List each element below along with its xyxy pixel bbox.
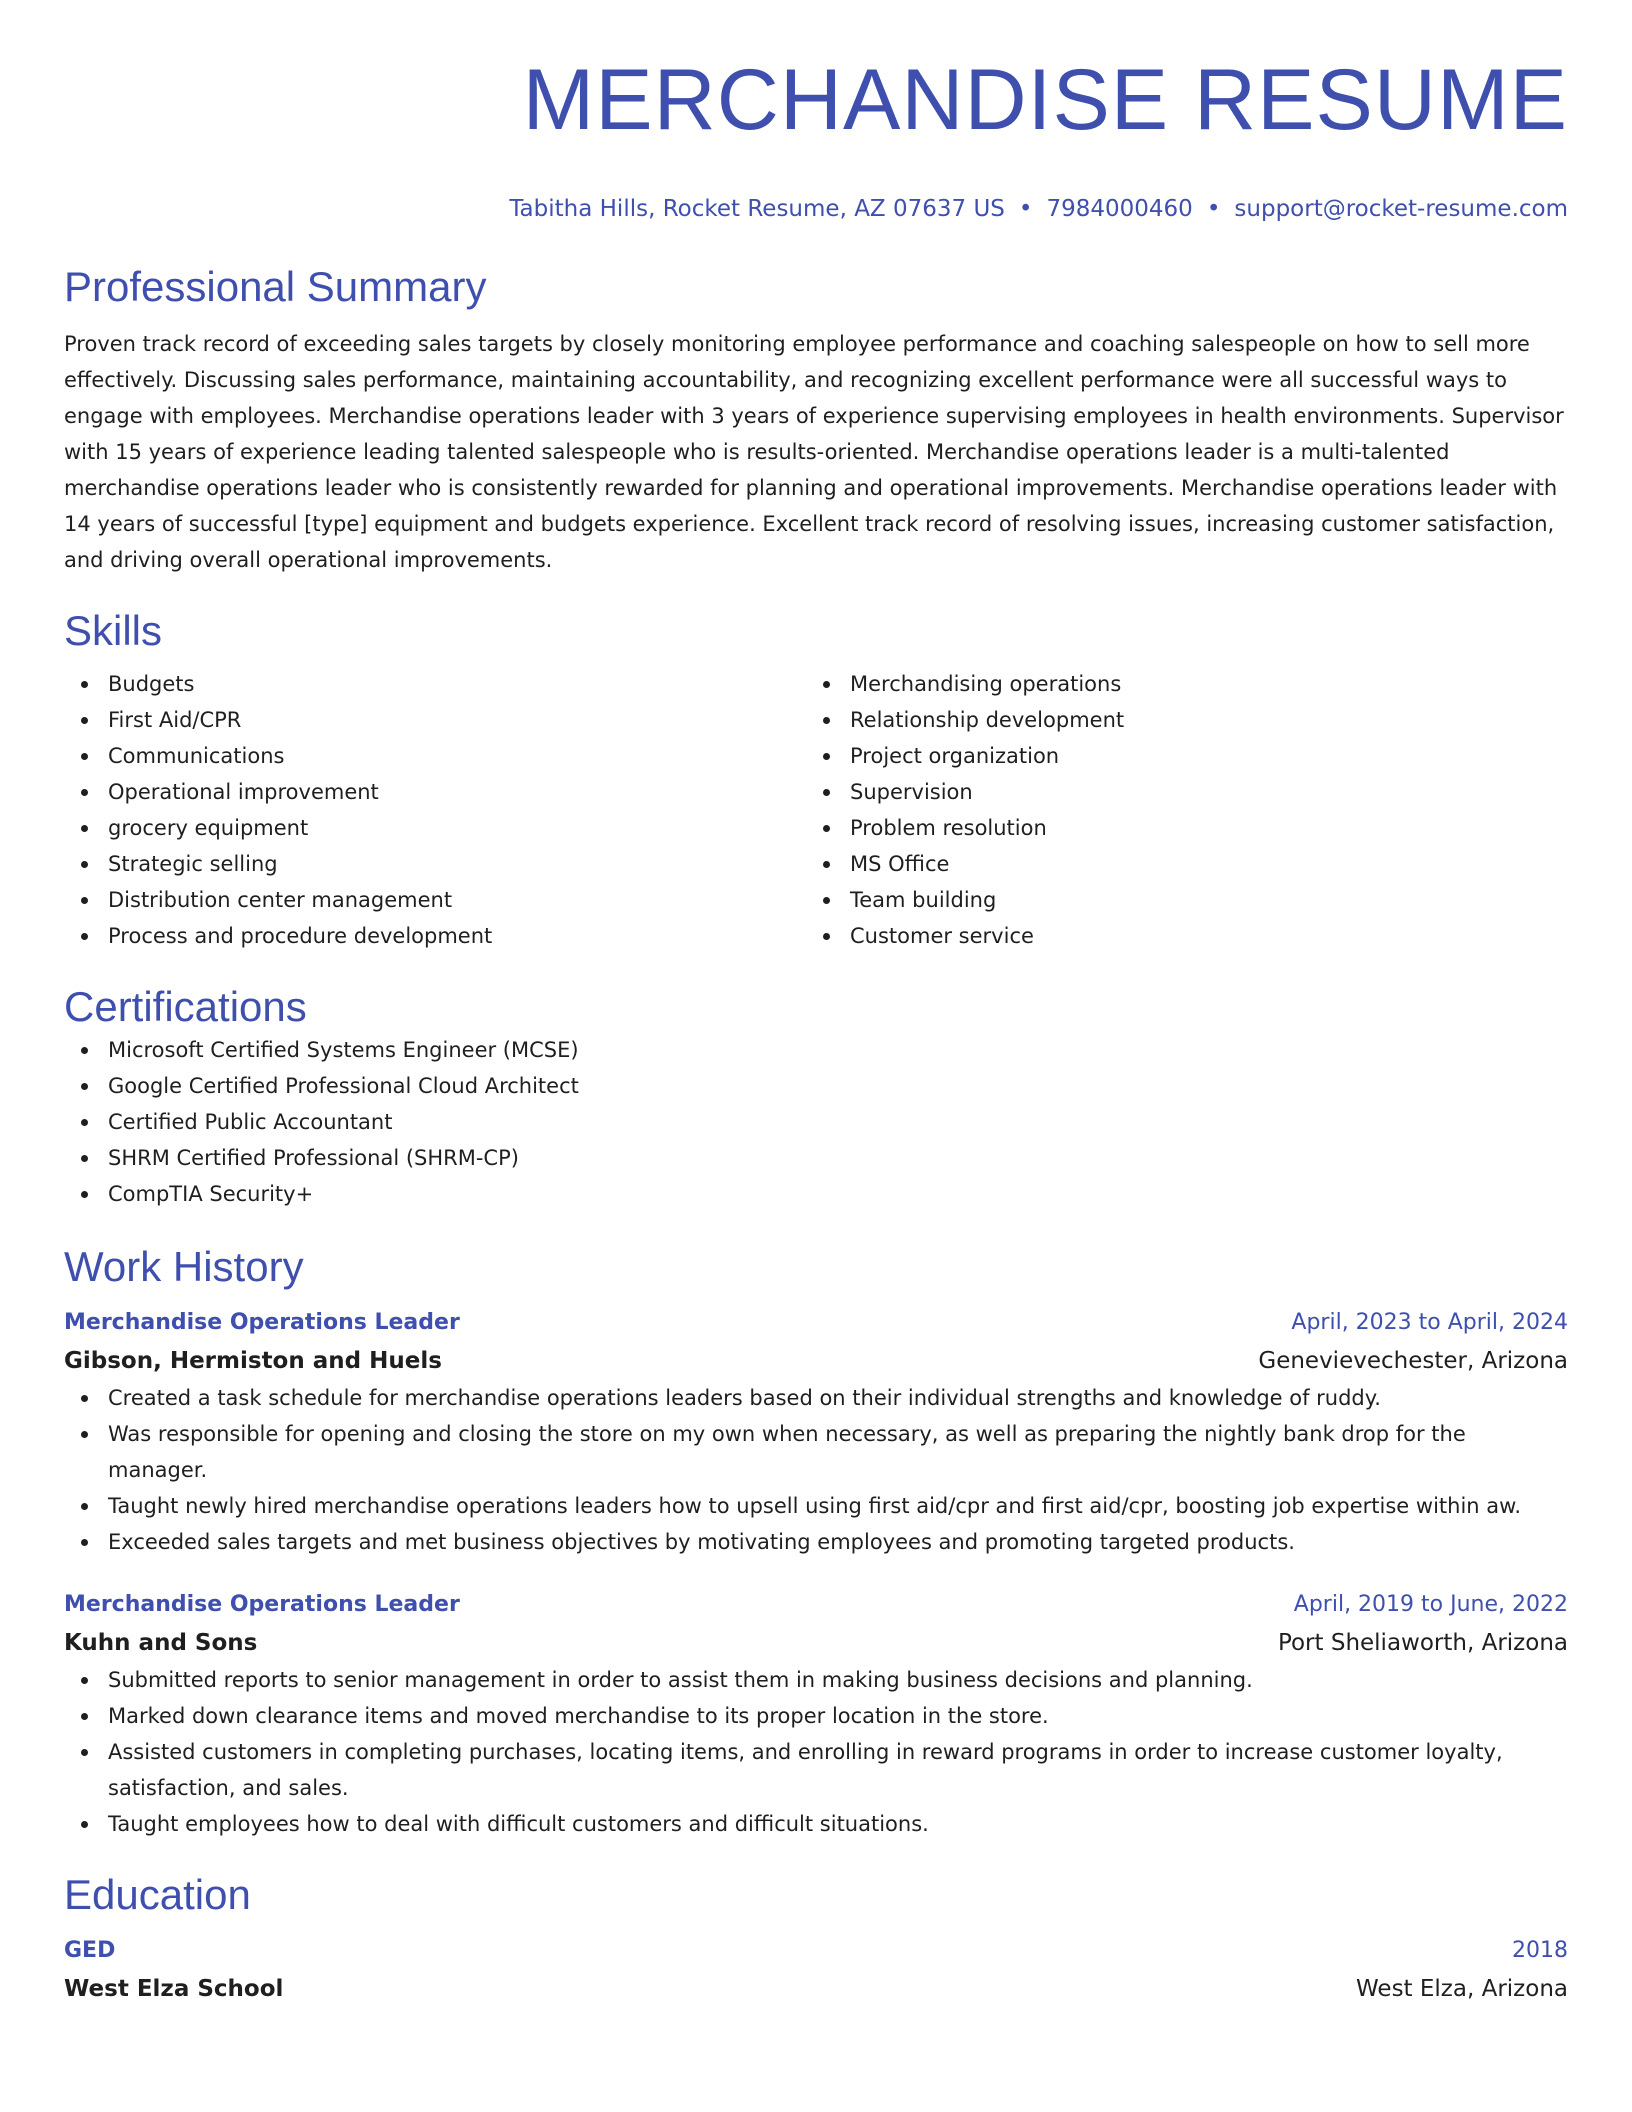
education-section <box>64 1870 1568 2008</box>
contact-address: Tabitha Hills, Rocket Resume, AZ 07637 US <box>509 196 1005 222</box>
job-bullet: Created a task schedule for merchandise operations leaders based on their individual strengths and knowledge of ruddy. <box>64 1380 1568 1416</box>
skills-list-right <box>806 666 1548 954</box>
job-dates: April, 2019 to June, 2022 <box>1293 1592 1568 1617</box>
job-bullet: Assisted customers in completing purchases, locating items, and enrolling in reward programs in order to increase customer loyalty, satisfaction, and sales. <box>64 1734 1568 1806</box>
contact-line <box>64 194 1568 224</box>
job-bullet: Taught employees how to deal with difficult customers and difficult situations. <box>64 1806 1568 1842</box>
summary-section <box>64 262 1568 578</box>
contact-separator: • <box>1018 196 1033 222</box>
skill-item: MS Office <box>806 846 1548 882</box>
job-location: Port Sheliaworth, Arizona <box>1277 1630 1568 1656</box>
job-bullet: Marked down clearance items and moved merchandise to its proper location in the store. <box>64 1698 1568 1734</box>
job-location: Genevievechester, Arizona <box>1258 1348 1568 1374</box>
job-company-row <box>64 1342 1568 1380</box>
job-bullet: Was responsible for opening and closing the store on my own when necessary, as well as preparing the nightly bank drop for the manager. <box>64 1416 1568 1488</box>
skill-item: First Aid/CPR <box>64 702 806 738</box>
certifications-list <box>64 1032 1568 1212</box>
job-company: Kuhn and Sons <box>64 1630 258 1656</box>
section-title-education: Education <box>64 1871 251 1918</box>
education-year: 2018 <box>1512 1938 1568 1963</box>
certification-item: Microsoft Certified Systems Engineer (MCSE) <box>64 1032 1568 1068</box>
education-entry <box>64 1932 1568 2008</box>
skill-item: Relationship development <box>806 702 1548 738</box>
section-title-summary: Professional Summary <box>64 263 487 310</box>
job-company-row <box>64 1624 1568 1662</box>
education-degree: GED <box>64 1938 116 1963</box>
skill-item: Distribution center management <box>64 882 806 918</box>
skill-item: Team building <box>806 882 1548 918</box>
skill-item: Strategic selling <box>64 846 806 882</box>
skill-item: Merchandising operations <box>806 666 1548 702</box>
job-company: Gibson, Hermiston and Huels <box>64 1348 442 1374</box>
skill-item: Project organization <box>806 738 1548 774</box>
work-history-section <box>64 1242 1568 1842</box>
job-bullets <box>64 1662 1568 1842</box>
skills-list-left <box>64 666 806 954</box>
job-bullets <box>64 1380 1568 1560</box>
skills-section <box>64 606 1568 954</box>
job-dates: April, 2023 to April, 2024 <box>1291 1310 1568 1335</box>
job-bullet: Submitted reports to senior management in order to assist them in making business decisions and planning. <box>64 1662 1568 1698</box>
job-entry <box>64 1586 1568 1842</box>
contact-separator: • <box>1206 196 1221 222</box>
contact-phone: 7984000460 <box>1046 196 1193 222</box>
skill-item: Problem resolution <box>806 810 1548 846</box>
skill-item: Process and procedure development <box>64 918 806 954</box>
certification-item: Certified Public Accountant <box>64 1104 1568 1140</box>
skill-item: grocery equipment <box>64 810 806 846</box>
skill-item: Customer service <box>806 918 1548 954</box>
skill-item: Supervision <box>806 774 1548 810</box>
education-school: West Elza School <box>64 1976 284 2002</box>
contact-email: support@rocket-resume.com <box>1234 196 1568 222</box>
certification-item: SHRM Certified Professional (SHRM-CP) <box>64 1140 1568 1176</box>
skills-column-right <box>806 666 1548 954</box>
skill-item: Communications <box>64 738 806 774</box>
job-entry <box>64 1304 1568 1560</box>
summary-text: Proven track record of exceeding sales targets by closely monitoring employee performance and coaching salespeople on how to sell more effectively. Discussing sales performance, maintaining accountability, and recognizing excellent performance were all successful ways to engage with employees. Merchandise operations leader with 3 years of experience supervising employees in health environments. Supervisor with 15 years of experience leading talented salespeople who is results-oriented. Merchandise operations leader is a multi-talented merchandise operations leader who is consistently rewarded for planning and operational improvements. Merchandise operations leader with 14 years of successful [type] equipment and budgets experience. Excellent track record of resolving issues, increasing customer satisfaction, and driving overall operational improvements. <box>64 332 1564 572</box>
job-title: Merchandise Operations Leader <box>64 1310 460 1335</box>
job-bullet: Exceeded sales targets and met business objectives by motivating employees and promoting targeted products. <box>64 1524 1568 1560</box>
certification-item: Google Certified Professional Cloud Architect <box>64 1068 1568 1104</box>
section-title-work-history: Work History <box>64 1243 304 1290</box>
skill-item: Operational improvement <box>64 774 806 810</box>
job-header-row <box>64 1304 1568 1342</box>
skill-item: Budgets <box>64 666 806 702</box>
education-header-row <box>64 1932 1568 1970</box>
skills-column-left <box>64 666 806 954</box>
resume-header <box>64 50 1568 224</box>
certifications-section <box>64 982 1568 1212</box>
job-bullet: Taught newly hired merchandise operations leaders how to upsell using first aid/cpr and first aid/cpr, boosting job expertise within aw. <box>64 1488 1568 1524</box>
education-school-row <box>64 1970 1568 2008</box>
education-location: West Elza, Arizona <box>1356 1976 1568 2002</box>
job-header-row <box>64 1586 1568 1624</box>
resume-name: MERCHANDISE RESUME <box>522 52 1568 148</box>
job-title: Merchandise Operations Leader <box>64 1592 460 1617</box>
skills-grid <box>64 666 1568 954</box>
certification-item: CompTIA Security+ <box>64 1176 1568 1212</box>
section-title-certifications: Certifications <box>64 983 307 1030</box>
section-title-skills: Skills <box>64 607 163 654</box>
